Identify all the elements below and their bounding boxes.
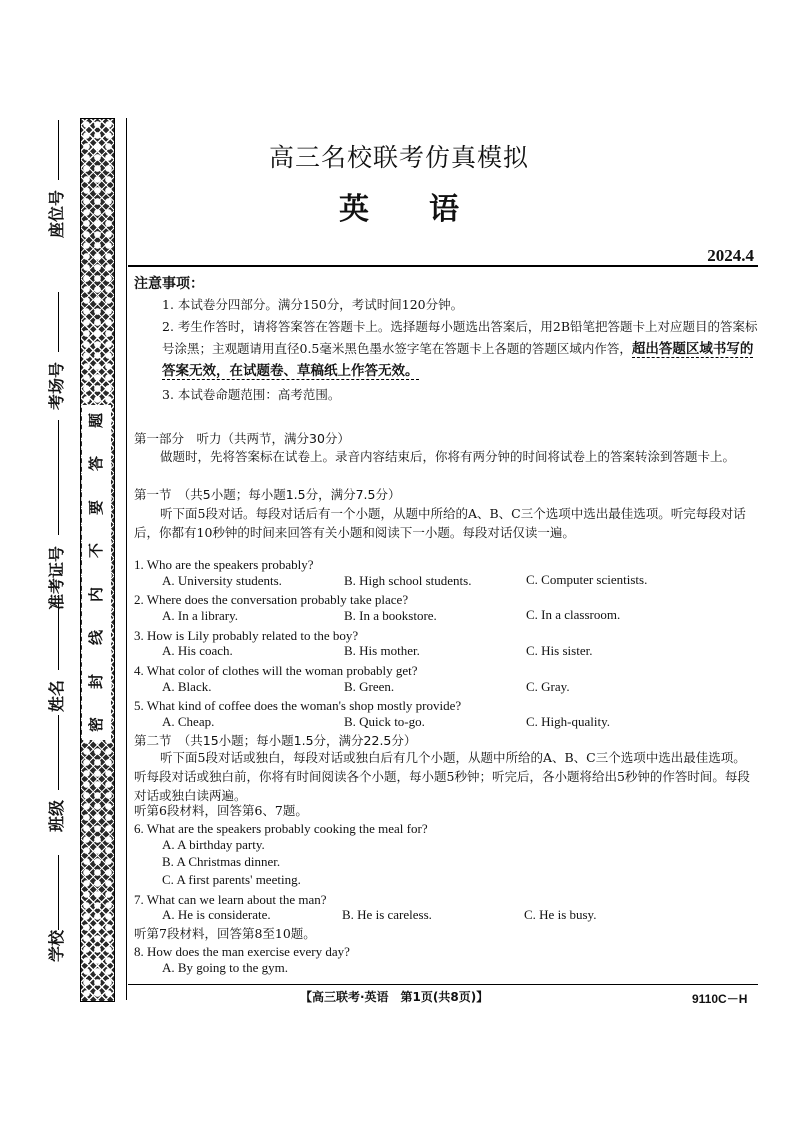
q7-option-a[interactable]: A. He is considerate. <box>162 907 271 922</box>
q2-option-c[interactable]: C. In a classroom. <box>526 607 621 622</box>
q4-option-a[interactable]: A. Black. <box>162 679 212 694</box>
q1-option-a[interactable]: A. University students. <box>162 573 282 588</box>
section1-heading: 第一节 （共5小题；每小题1.5分，满分7.5分） <box>134 487 401 502</box>
margin-divider <box>126 118 127 1000</box>
school-label: 学校 <box>47 929 66 962</box>
part1-intro: 做题时，先将答案标在试卷上。录音内容结束后，你将有两分钟的时间将试卷上的答案转涂到答题卡上。 <box>160 449 736 464</box>
q4-option-b[interactable]: B. Green. <box>344 679 395 694</box>
q8-option-a[interactable]: A. By going to the gym. <box>162 960 289 975</box>
exam-title: 高三名校联考仿真模拟 <box>268 143 529 172</box>
room-label: 考场号 <box>47 361 66 410</box>
q7-option-b[interactable]: B. He is careless. <box>342 907 432 922</box>
q1-option-c[interactable]: C. Computer scientists. <box>526 572 648 587</box>
question-6: 6. What are the speakers probably cooking the meal for? <box>134 821 428 836</box>
side-field-seat <box>44 190 67 238</box>
notice-item-2-emphasis: 超出答题区域书写的答案无效，在试题卷、草稿纸上作答无效。 <box>162 341 754 379</box>
fold-char: 封 <box>86 673 105 689</box>
side-field-school-line[interactable] <box>44 849 59 930</box>
fold-char: 不 <box>86 543 105 559</box>
question-1: 1. Who are the speakers probably? <box>134 557 314 572</box>
section2-intro: 听下面5段对话或独白，每段对话或独白后有几个小题，从题中所给的A、B、C三个选项中选出最佳选项。听每段对话或独白前，你将有时间阅读各个小题，每小题5秒钟；听完后，各小题将给出5秒钟的作答时间。每段对话或独白读两遍。 <box>134 750 750 803</box>
paper-code: 9110C－H <box>692 992 748 1006</box>
fold-char: 题 <box>86 412 105 429</box>
notice-item-3: 3. 本试卷命题范围：高考范围。 <box>162 387 341 402</box>
side-field-room-line[interactable] <box>44 286 59 352</box>
question-2: 2. Where does the conversation probably take place? <box>134 592 409 607</box>
subject-char-2: 语 <box>429 192 459 227</box>
q6-option-b[interactable]: B. A Christmas dinner. <box>162 854 281 869</box>
side-field-name <box>44 680 67 712</box>
side-field-class <box>44 800 67 832</box>
subject-char-1: 英 <box>339 192 369 227</box>
page-footer: 【高三联考·英语 第1页(共8页)】 <box>300 990 489 1004</box>
header-rule <box>128 265 758 267</box>
section2-heading: 第二节 （共15小题；每小题1.5分，满分22.5分） <box>134 733 417 748</box>
q4-option-c[interactable]: C. Gray. <box>526 679 570 694</box>
q6-option-a[interactable]: A. A birthday party. <box>162 837 265 852</box>
q2-option-a[interactable]: A. In a library. <box>162 608 239 623</box>
q7-option-c[interactable]: C. He is busy. <box>524 907 597 922</box>
question-8: 8. How does the man exercise every day? <box>134 944 350 959</box>
seat-label: 座位号 <box>47 189 66 238</box>
material-7-instruction: 听第7段材料，回答第8至10题。 <box>134 926 316 941</box>
q5-option-c[interactable]: C. High-quality. <box>526 714 611 729</box>
notice-item-2 <box>162 316 758 382</box>
question-3: 3. How is Lily probably related to the boy? <box>134 628 359 643</box>
side-field-exam-id <box>44 546 67 610</box>
class-label: 班级 <box>47 799 66 832</box>
q5-option-b[interactable]: B. Quick to-go. <box>344 714 425 729</box>
notice-item-2-text: 2. 考生作答时，请将答案答在答题卡上。选择题每小题选出答案后，用2B铅笔把答题卡上对应题目的答案标号涂黑；主观题请用直径0.5毫米黑色墨水签字笔在答题卡上各题的答题区域内作答， <box>162 319 758 356</box>
material-6-instruction: 听第6段材料，回答第6、7题。 <box>134 803 308 818</box>
name-label: 姓名 <box>47 679 66 712</box>
footer-rule <box>128 984 758 985</box>
section1-intro: 听下面5段对话。每段对话后有一个小题，从题中所给的A、B、C三个选项中选出最佳选项。听完每段对话后，你都有10秒钟的时间来回答有关小题和阅读下一小题。每段对话仅读一遍。 <box>134 506 746 540</box>
q5-option-a[interactable]: A. Cheap. <box>162 714 215 729</box>
q3-option-a[interactable]: A. His coach. <box>162 643 233 658</box>
side-field-class-line[interactable] <box>44 709 59 790</box>
fold-char: 要 <box>86 499 105 515</box>
fold-line-notice <box>82 405 111 740</box>
question-7: 7. What can we learn about the man? <box>134 892 327 907</box>
q6-option-c[interactable]: C. A first parents' meeting. <box>162 872 301 887</box>
question-4: 4. What color of clothes will the woman probably get? <box>134 663 418 678</box>
exam-date: 2024.4 <box>707 246 754 265</box>
subject-title <box>130 184 668 228</box>
question-5: 5. What kind of coffee does the woman's shop mostly provide? <box>134 698 462 713</box>
q1-option-b[interactable]: B. High school students. <box>344 573 472 588</box>
fold-char: 线 <box>86 630 105 646</box>
fold-char: 内 <box>86 586 105 602</box>
fold-char: 答 <box>86 456 105 472</box>
part1-heading: 第一部分 听力（共两节，满分30分） <box>134 431 350 446</box>
side-field-room <box>44 362 67 410</box>
side-field-exam-id-line[interactable] <box>44 414 59 535</box>
notice-title: 注意事项： <box>134 276 204 292</box>
exam-id-label: 准考证号 <box>47 545 66 610</box>
side-field-seat-line[interactable] <box>44 114 59 180</box>
q3-option-c[interactable]: C. His sister. <box>526 643 593 658</box>
fold-char: 密 <box>86 716 105 732</box>
notice-item-1: 1. 本试卷分四部分。满分150分，考试时间120分钟。 <box>162 297 464 312</box>
q2-option-b[interactable]: B. In a bookstore. <box>344 608 437 623</box>
q3-option-b[interactable]: B. His mother. <box>344 643 420 658</box>
